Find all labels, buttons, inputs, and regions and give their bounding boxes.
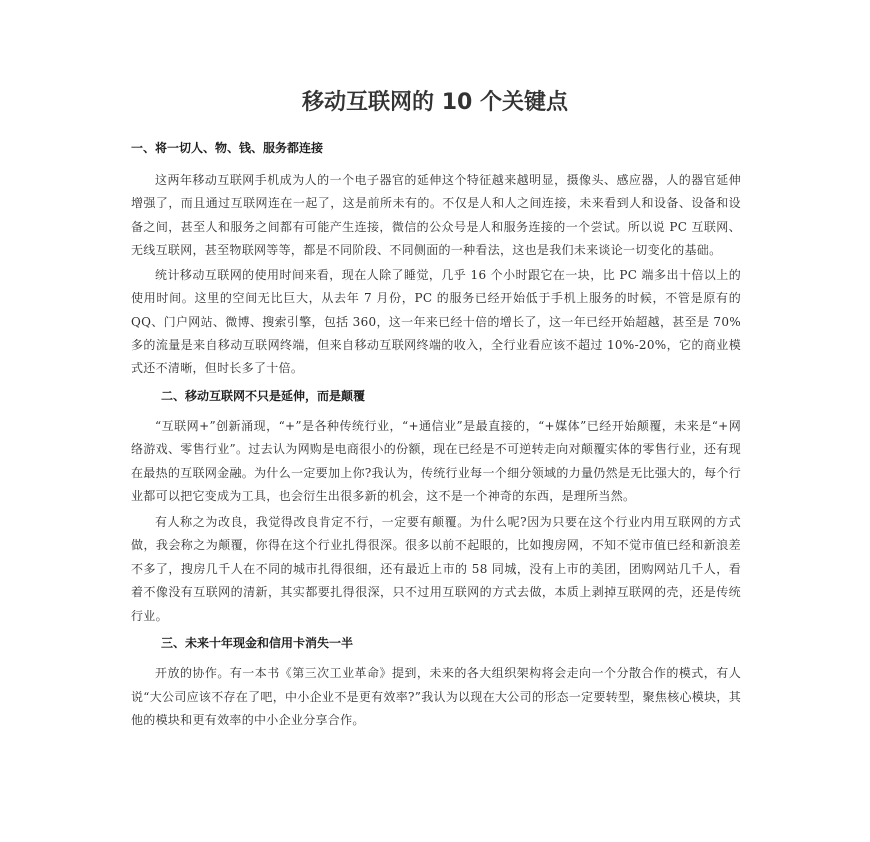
section-1-paragraph-2: 统计移动互联网的使用时间来看，现在人除了睡觉，几乎 16 个小时跟它在一块，比 PC 端多出十倍以上的使用时间。这里的空间无比巨大，从去年 7 月份，PC 的服务已经开始低于手机上服务的时候，不管是原有的 QQ、门户网站、微博、搜索引擎，包括 360，这一年来已经十倍的增长了，这一年已经开始超越，甚至是 70%多的流量是来自移动互联网终端，但来自移动互联网终端的收入，全行业看应该不超过 10%-20%，它的商业模式还不清晰，但时长多了十倍。 — [131, 268, 741, 376]
section-heading-2: 二、移动互联网不只是延伸，而是颠覆 — [161, 388, 366, 403]
section-heading-3: 三、未来十年现金和信用卡消失一半 — [161, 636, 354, 651]
section-1-paragraph-1: 这两年移动互联网手机成为人的一个电子器官的延伸这个特征越来越明显，摄像头、感应器，人的器官延伸增强了，而且通过互联网连在一起了，这是前所未有的。不仅是人和人之间连接，未来看到人和设备、设备和设备之间，甚至人和服务之间都有可能产生连接，微信的公众号是人和服务连接的一个尝试。所以说 PC 互联网、无线互联网，甚至物联网等等，都是不同阶段、不同侧面的一种看法，这也是我们未来谈论一切变化的基础。 — [131, 173, 741, 257]
section-heading-1: 一、将一切人、物、钱、服务都连接 — [131, 141, 324, 155]
section-2-paragraph-2: 有人称之为改良，我觉得改良肯定不行，一定要有颠覆。为什么呢?因为只要在这个行业内用互联网的方式做，我会称之为颠覆，你得在这个行业扎得很深。很多以前不起眼的，比如搜房网，不知不觉市值已经和新浪差不多了，搜房几千人在不同的城市扎得很细，还有最近上市的 58 同城，没有上市的美团，团购网站几千人，看着不像没有互联网的清新，其实都要扎得很深，只不过用互联网的方式去做，本质上剥掉互联网的壳，还是传统行业。 — [131, 514, 741, 623]
document-body — [131, 139, 741, 735]
document-title: 移动互联网的 10 个关键点 — [302, 90, 568, 115]
section-3-paragraph-1: 开放的协作。有一本书《第三次工业革命》提到，未来的各大组织架构将会走向一个分散合作的模式，有人说“大公司应该不存在了吧，中小企业不是更有效率?”我认为以现在大公司的形态一定要转型，聚焦核心模块，其他的模块和更有效率的中小企业分享合作。 — [131, 666, 742, 728]
section-2-paragraph-1: “互联网+”创新涌现，“+”是各种传统行业，“+通信业”是最直接的，“+媒体”已经开始颠覆，未来是“+网络游戏、零售行业”。过去认为网购是电商很小的份额，现在已经是不可逆转走向对颠覆实体的零售行业，还有现在最热的互联网金融。为什么一定要加上你?我认为，传统行业每一个细分领域的力量仍然是无比强大的，每个行业都可以把它变成为工具，也会衍生出很多新的机会，这不是一个神奇的东西，是理所当然。 — [131, 418, 741, 504]
